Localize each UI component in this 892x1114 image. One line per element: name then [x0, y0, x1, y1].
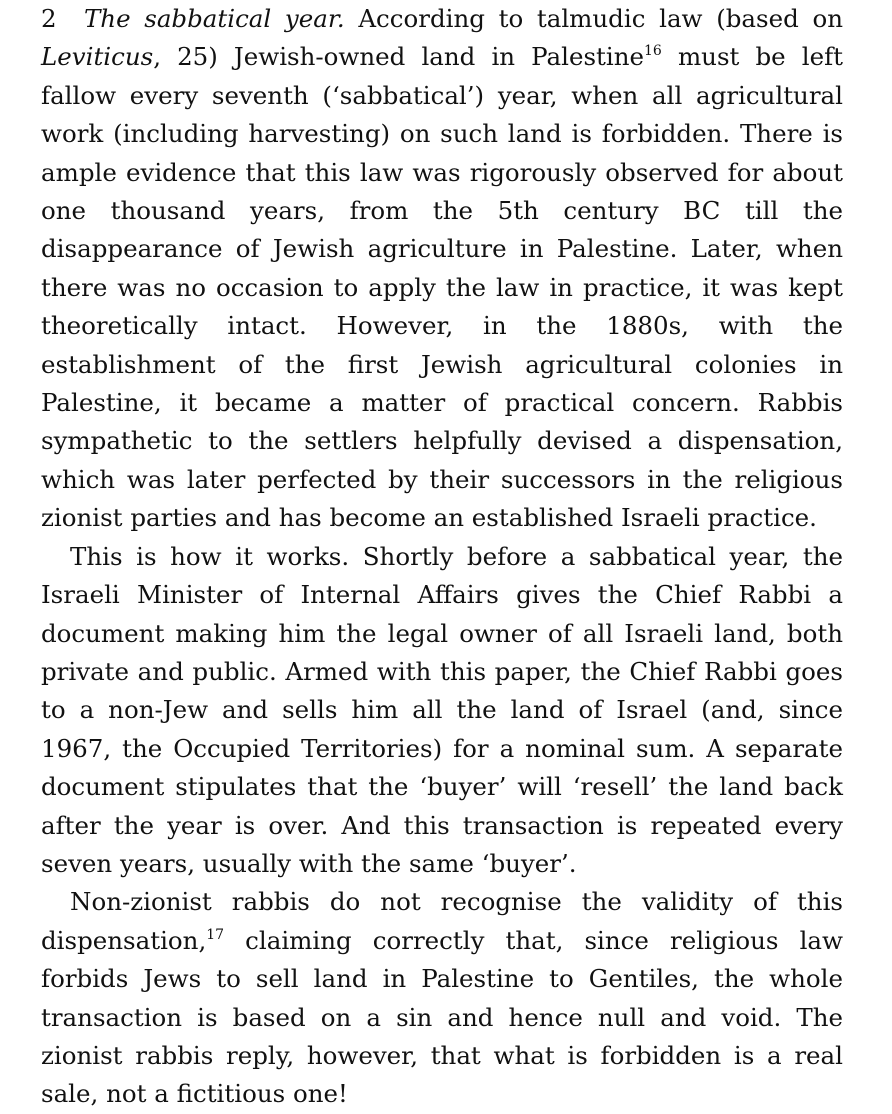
section-number: 2: [41, 4, 57, 33]
paragraph-3-text-b: claiming correctly that, since religious law forbids Jews to sell land in Palestine to Gentiles, the whole transaction is based on a sin and hence null and void. The zionist rabbis reply, however, that what is forbidden is a real sale, not a fictitious one!: [41, 925, 843, 1109]
scripture-reference: Leviticus: [41, 42, 154, 72]
footnote-marker-16: 16: [644, 43, 662, 60]
paragraph-3-text-a: Non-zionist rabbis do not recognise the validity of this dispensation,: [41, 887, 843, 955]
paragraph-2: [41, 538, 843, 884]
footnote-marker-17: 17: [206, 926, 225, 943]
paragraph-1: [41, 0, 843, 538]
paragraph-2-text: This is how it works. Shortly before a sabbatical year, the Israeli Minister of Internal Affairs gives the Chief Rabbi a document making him the legal owner of all Israeli land, both private and public. Armed with this paper, the Chief Rabbi goes to a non-Jew and sells him all the land of Israel (and, since 1967, the Occupied Territories) for a nominal sum. A separate document stipulates that the ‘buyer’ will ‘resell’ the land back after the year is over. And this transaction is repeated every seven years, usually with the same ‘buyer’.: [41, 541, 843, 878]
paragraph-1-text-a: According to talmudic law (based on: [344, 4, 844, 33]
paragraph-1-text-b: , 25) Jewish-owned land in Palestine: [153, 42, 645, 72]
paragraph-1-text-c: must be left fallow every seventh (‘sabbatical’) year, when all agricultural work (including harvesting) on such land is forbidden. There is ample evidence that this law was rigorously observed for about one thousand years, from the 5th century BC till the disappearance of Jewish agriculture in Palestine. Later, when there was no occasion to apply the law in practice, it was kept theoretically intact. However, in the 1880s, with the establishment of the first Jewish agricultural colonies in Palestine, it became a matter of practical concern. Rabbis sympathetic to the settlers helpfully devised a dispensation, which was later perfected by their successors in the religious zionist parties and has become an established Israeli practice.: [41, 42, 843, 533]
paragraph-3: [41, 883, 843, 1113]
section-title: The sabbatical year.: [83, 4, 345, 33]
